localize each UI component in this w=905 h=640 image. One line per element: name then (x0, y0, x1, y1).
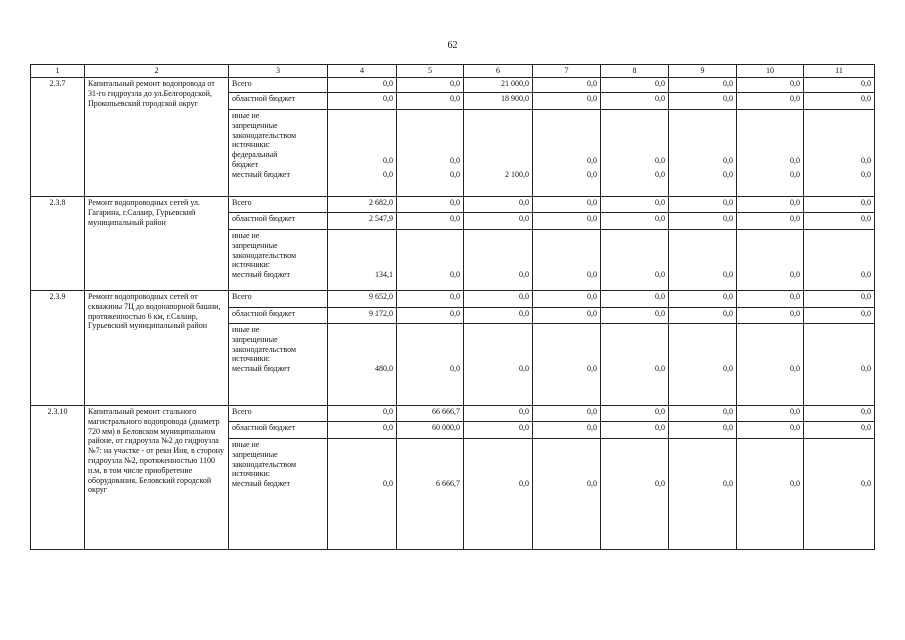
regional-value: 0,0 (601, 422, 669, 439)
other-source-value: 0,0 (723, 364, 733, 374)
source-total-label: Всего (229, 406, 328, 422)
table-row (31, 78, 875, 93)
regional-value: 0,0 (533, 422, 601, 439)
source-total-label: Всего (229, 197, 328, 213)
other-source-values (804, 110, 875, 197)
source-other-heading: иные не запрещенные законодательством источники: (232, 440, 297, 479)
source-regional-label: областной бюджет (229, 308, 328, 324)
total-value: 0,0 (601, 291, 669, 308)
regional-value: 0,0 (804, 308, 875, 324)
other-source-values (669, 439, 737, 550)
total-value: 0,0 (804, 291, 875, 308)
other-source-value: 0,0 (655, 169, 665, 179)
other-source-value: 0,0 (655, 479, 665, 489)
other-source-values (601, 110, 669, 197)
other-source-value: 0,0 (790, 270, 800, 280)
regional-value: 0,0 (601, 308, 669, 324)
source-total-label: Всего (229, 78, 328, 93)
regional-value: 0,0 (328, 93, 397, 110)
other-source-value: 0,0 (587, 364, 597, 374)
other-source-values (669, 324, 737, 406)
regional-value: 0,0 (737, 308, 804, 324)
other-source-values (328, 230, 397, 291)
regional-value: 0,0 (804, 422, 875, 439)
other-source-value: 480,0 (375, 364, 393, 374)
other-source-values (328, 439, 397, 550)
item-name: Капитальный ремонт водопровода от 31-го гидроузла до ул.Белгородской, Прокопьевский городской округ (85, 78, 229, 197)
item-name: Капитальный ремонт стального магистрального водопровода (диаметр 720 мм) в Беловском муниципальном районе, от гидроузла №2 до гидроузла №7: на участке - от реки Иня, в сторону гидроузла №2, протяженностью 1100 п.м, в том числе приобретение оборудования, Беловский городской округ (85, 406, 229, 550)
page-number: 62 (447, 40, 458, 51)
regional-value: 0,0 (397, 308, 464, 324)
source-regional-label: областной бюджет (229, 422, 328, 439)
total-value: 9 652,0 (328, 291, 397, 308)
other-source-value: 0,0 (587, 270, 597, 280)
regional-value: 0,0 (328, 422, 397, 439)
total-value: 0,0 (533, 406, 601, 422)
regional-value: 18 900,0 (464, 93, 533, 110)
source-sub-label: местный бюджет (232, 270, 290, 280)
total-value: 0,0 (669, 197, 737, 213)
total-value: 0,0 (464, 197, 533, 213)
source-other-cell (229, 110, 328, 197)
other-source-values (397, 110, 464, 197)
source-regional-label: областной бюджет (229, 213, 328, 230)
other-source-value: 0,0 (861, 270, 871, 280)
regional-value: 0,0 (601, 213, 669, 230)
column-header-8: 8 (601, 65, 669, 78)
other-source-values (328, 110, 397, 197)
other-source-values (601, 324, 669, 406)
other-source-value: 0,0 (519, 364, 529, 374)
source-other-cell (229, 324, 328, 406)
source-other-heading: иные не запрещенные законодательством источники: (232, 231, 297, 270)
other-source-value: 0,0 (790, 364, 800, 374)
table-row (31, 406, 875, 422)
other-source-value: 0,0 (861, 479, 871, 489)
total-value: 0,0 (328, 78, 397, 93)
other-source-value: 2 100,0 (505, 169, 529, 179)
column-number-row (31, 65, 875, 78)
total-value: 0,0 (737, 406, 804, 422)
column-header-9: 9 (669, 65, 737, 78)
item-name: Ремонт водопроводных сетей от скважины 7Ц до водонапорной башни, протяженностью 6 км, г.Салаир, Гурьевский муниципальный район (85, 291, 229, 406)
total-value: 0,0 (669, 406, 737, 422)
total-value: 0,0 (737, 197, 804, 213)
other-source-values (397, 230, 464, 291)
total-value: 0,0 (804, 197, 875, 213)
other-source-value: 0,0 (723, 169, 733, 179)
other-source-values (533, 439, 601, 550)
other-source-values (464, 324, 533, 406)
other-source-values (737, 324, 804, 406)
other-source-value: 0,0 (655, 270, 665, 280)
other-source-value: 0,0 (450, 169, 460, 179)
table-row (31, 197, 875, 213)
other-source-value (467, 150, 529, 170)
budget-table (30, 64, 875, 550)
other-source-value: 0,0 (790, 156, 800, 166)
column-header-3: 3 (229, 65, 328, 78)
other-source-value: 0,0 (519, 479, 529, 489)
column-header-2: 2 (85, 65, 229, 78)
column-header-11: 11 (804, 65, 875, 78)
other-source-values (804, 324, 875, 406)
total-value: 0,0 (397, 291, 464, 308)
other-source-value: 0,0 (450, 270, 460, 280)
total-value: 0,0 (464, 291, 533, 308)
total-value: 0,0 (804, 406, 875, 422)
other-source-value: 0,0 (790, 479, 800, 489)
total-value: 0,0 (533, 78, 601, 93)
other-source-value: 0,0 (861, 364, 871, 374)
source-sub-label: федеральный бюджет (232, 150, 278, 169)
regional-value: 60 000,0 (397, 422, 464, 439)
other-source-value: 0,0 (587, 169, 597, 179)
regional-value: 0,0 (669, 308, 737, 324)
other-source-value: 0,0 (723, 156, 733, 166)
other-source-values (464, 110, 533, 197)
item-name: Ремонт водопроводных сетей ул. Гагарина, г.Салаир, Гурьевский муниципальный район (85, 197, 229, 291)
column-header-4: 4 (328, 65, 397, 78)
regional-value: 0,0 (397, 213, 464, 230)
total-value: 0,0 (669, 291, 737, 308)
other-source-values (328, 324, 397, 406)
total-value: 0,0 (601, 197, 669, 213)
other-source-value: 0,0 (519, 270, 529, 280)
column-header-10: 10 (737, 65, 804, 78)
total-value: 0,0 (601, 78, 669, 93)
other-source-values (804, 230, 875, 291)
total-value: 66 666,7 (397, 406, 464, 422)
other-source-values (397, 324, 464, 406)
column-header-6: 6 (464, 65, 533, 78)
other-source-values (737, 230, 804, 291)
column-header-7: 7 (533, 65, 601, 78)
total-value: 21 000,0 (464, 78, 533, 93)
other-source-value: 0,0 (587, 156, 597, 166)
source-sub-label: местный бюджет (232, 364, 290, 374)
other-source-value: 0,0 (587, 479, 597, 489)
source-sub-label: местный бюджет (232, 479, 290, 489)
regional-value: 0,0 (737, 213, 804, 230)
other-source-values (397, 439, 464, 550)
regional-value: 0,0 (397, 93, 464, 110)
total-value: 2 682,0 (328, 197, 397, 213)
other-source-value: 0,0 (450, 364, 460, 374)
regional-value: 0,0 (464, 308, 533, 324)
other-source-values (804, 439, 875, 550)
regional-value: 0,0 (533, 93, 601, 110)
other-source-values (533, 110, 601, 197)
column-header-1: 1 (31, 65, 85, 78)
regional-value: 0,0 (669, 213, 737, 230)
other-source-values (464, 230, 533, 291)
other-source-values (669, 230, 737, 291)
source-other-cell (229, 230, 328, 291)
item-number: 2.3.7 (31, 78, 85, 197)
total-value: 0,0 (328, 406, 397, 422)
regional-value: 0,0 (464, 213, 533, 230)
item-number: 2.3.8 (31, 197, 85, 291)
other-source-value: 0,0 (723, 479, 733, 489)
regional-value: 0,0 (804, 213, 875, 230)
regional-value: 0,0 (669, 422, 737, 439)
total-value: 0,0 (533, 291, 601, 308)
other-source-value: 0,0 (723, 270, 733, 280)
total-value: 0,0 (737, 78, 804, 93)
total-value: 0,0 (737, 291, 804, 308)
table-row (31, 291, 875, 308)
column-header-5: 5 (397, 65, 464, 78)
total-value: 0,0 (804, 78, 875, 93)
other-source-values (737, 439, 804, 550)
regional-value: 0,0 (464, 422, 533, 439)
regional-value: 0,0 (601, 93, 669, 110)
other-source-value: 134,1 (375, 270, 393, 280)
regional-value: 0,0 (737, 422, 804, 439)
other-source-value: 0,0 (655, 364, 665, 374)
total-value: 0,0 (669, 78, 737, 93)
other-source-value: 6 666,7 (436, 479, 460, 489)
total-value: 0,0 (533, 197, 601, 213)
source-other-cell (229, 439, 328, 550)
total-value: 0,0 (464, 406, 533, 422)
regional-value: 0,0 (804, 93, 875, 110)
total-value: 0,0 (601, 406, 669, 422)
other-source-values (464, 439, 533, 550)
total-value: 0,0 (397, 197, 464, 213)
source-total-label: Всего (229, 291, 328, 308)
regional-value: 2 547,9 (328, 213, 397, 230)
other-source-values (533, 230, 601, 291)
total-value: 0,0 (397, 78, 464, 93)
other-source-value: 0,0 (861, 156, 871, 166)
other-source-value: 0,0 (655, 156, 665, 166)
regional-value: 0,0 (533, 213, 601, 230)
other-source-value: 0,0 (790, 169, 800, 179)
other-source-values (737, 110, 804, 197)
regional-value: 0,0 (737, 93, 804, 110)
other-source-value: 0,0 (383, 479, 393, 489)
other-source-values (533, 324, 601, 406)
other-source-value: 0,0 (383, 156, 393, 166)
item-number: 2.3.10 (31, 406, 85, 550)
source-other-heading: иные не запрещенные законодательством источники: (232, 325, 297, 364)
other-source-values (601, 439, 669, 550)
item-number: 2.3.9 (31, 291, 85, 406)
regional-value: 9 172,0 (328, 308, 397, 324)
source-other-heading: иные не запрещенные законодательством источники: (232, 111, 297, 150)
other-source-value: 0,0 (383, 169, 393, 179)
other-source-values (669, 110, 737, 197)
other-source-value: 0,0 (450, 156, 460, 166)
other-source-value: 0,0 (861, 169, 871, 179)
regional-value: 0,0 (669, 93, 737, 110)
source-regional-label: областной бюджет (229, 93, 328, 110)
source-sub-label: местный бюджет (232, 169, 290, 179)
other-source-values (601, 230, 669, 291)
regional-value: 0,0 (533, 308, 601, 324)
